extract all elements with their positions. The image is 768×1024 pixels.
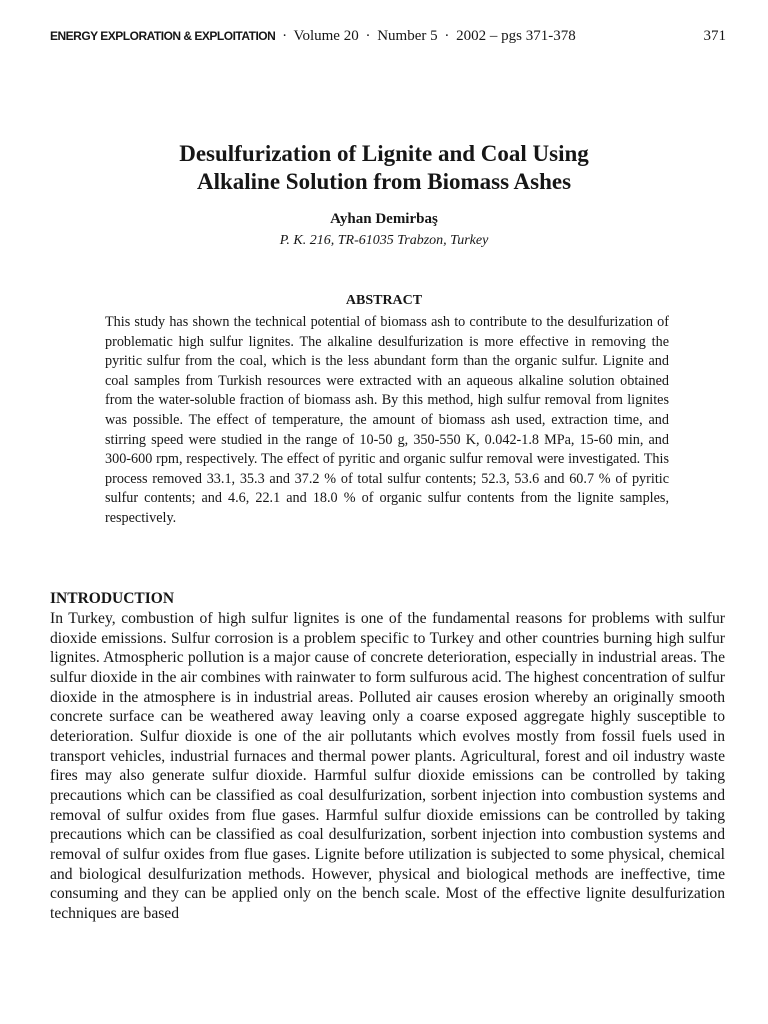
abstract-body: This study has shown the technical potential of biomass ash to contribute to the desulfurization of problematic high sulfur lignites. The alkaline desulfurization is more effective in removing the pyritic sulfur from the coal, which is the less abundant form than the organic sulfur. Lignite and coal samples from Turkish resources were extracted with an aqueous alkaline solution obtained from the water-soluble fraction of biomass ash. By this method, high sulfur removal from lignites was possible. The effect of temperature, the amount of biomass ash used, extraction time, and stirring speed were studied in the range of 10-50 g, 350-550 K, 0.042-1.8 MPa, 15-60 min, and 300-600 rpm, respectively. The effect of pyritic and organic sulfur removal were investigated. This process removed 33.1, 35.3 and 37.2 % of total sulfur contents; 52.3, 53.6 and 60.7 % of pyritic sulfur contents; and 4.6, 22.1 and 18.0 % of organic sulfur contents from the lignite samples, respectively. (105, 314, 669, 526)
introduction-body: In Turkey, combustion of high sulfur lignites is one of the fundamental reasons for problems with sulfur dioxide emissions. Sulfur corrosion is a problem specific to Turkey and other countries burning high sulfur lignites. Atmospheric pollution is a major cause of concrete deterioration, especially in industrial areas. The sulfur dioxide in the air combines with rainwater to form sulfurous acid. The highest concentration of sulfur dioxide in the atmosphere is in industrial areas. Polluted air causes erosion whereby an originally smooth concrete surface can be weathered away leaving only a coarse exposed aggregate highly susceptible to deterioration. Sulfur dioxide is one of the air pollutants which evolves mostly from fossil fuels used in transport vehicles, industrial furnaces and thermal power plants. Agricultural, forest and oil industry waste fires may also generate sulfur dioxide. Harmful sulfur dioxide emissions can be controlled by taking precautions which can be classified as coal desulfurization, sorbent injection into combustion systems and removal of sulfur oxides from flue gases. Harmful sulfur dioxide emissions can be controlled by taking precautions which can be classified as coal desulfurization, sorbent injection into combustion systems and removal of sulfur oxides from flue gases. Lignite before utilization is subjected to some physical, chemical and biological desulfurization methods. However, physical and biological methods are ineffective, time consuming and they can be applied only on the bench scale. Most of the effective lignite desulfurization techniques are based (50, 610, 725, 922)
introduction-heading: INTRODUCTION (50, 590, 175, 607)
paper-title (0, 140, 768, 196)
volume: Volume 20 (293, 28, 359, 44)
issue-number: Number 5 (377, 28, 438, 44)
separator: · (444, 28, 450, 44)
journal-name: ENERGY EXPLORATION & EXPLOITATION (50, 29, 276, 43)
author-name: Ayhan Demirbaş (330, 211, 438, 227)
title-line-1: Desulfurization of Lignite and Coal Using (179, 141, 589, 166)
abstract-heading: ABSTRACT (345, 293, 423, 308)
year-pages: 2002 – pgs 371-378 (456, 28, 576, 44)
page-number: 371 (703, 28, 726, 44)
author-affiliation: P. K. 216, TR-61035 Trabzon, Turkey (279, 233, 489, 248)
separator: · (365, 28, 371, 44)
running-header (50, 26, 726, 46)
title-line-2: Alkaline Solution from Biomass Ashes (196, 169, 572, 194)
citation-line (50, 26, 576, 46)
separator: · (282, 28, 288, 44)
